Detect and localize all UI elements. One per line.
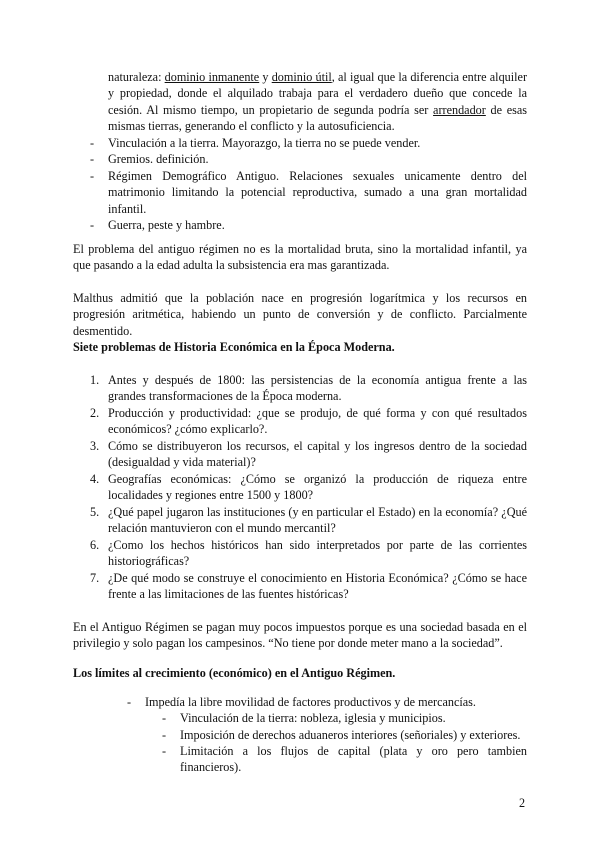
intro-text: , al igual que la diferencia entre alquiler y propiedad, donde el alquilado trabaja para el verdadero dueño que concede la cesión. Al mismo tiempo, un propietario de segunda podría ser [108, 70, 528, 117]
dash-bullet-icon: - [127, 695, 132, 709]
list-item [90, 168, 527, 217]
list-number: 5. [90, 505, 100, 519]
numbered-list-item [90, 372, 527, 405]
dash-bullet-icon: - [162, 728, 167, 742]
list-number: 1. [90, 373, 100, 387]
list-item-text: ¿De qué modo se construye el conocimiento en Historia Económica? ¿Cómo se hace frente a las limitaciones de las fuentes históricas? [108, 571, 527, 602]
numbered-list-item [90, 504, 527, 537]
numbered-list-item [90, 405, 527, 438]
paragraph: En el Antiguo Régimen se pagan muy pocos impuestos porque es una sociedad basada en el privilegio y solo pagan los campesinos. “No tiene por donde meter mano a la sociedad”. [73, 620, 527, 651]
list-item-text: Guerra, peste y hambre. [108, 218, 225, 232]
list-number: 4. [90, 472, 100, 486]
list-item-text: Antes y después de 1800: las persistencias de la economía antigua frente a las grandes transformaciones de la Época moderna. [108, 373, 527, 404]
list-number: 2. [90, 406, 100, 420]
dash-bullet-icon: - [162, 744, 167, 758]
section-heading: Siete problemas de Historia Económica en la Época Moderna. [73, 340, 395, 354]
intro-text: naturaleza: [108, 70, 165, 84]
dash-bullet-icon: - [90, 152, 95, 166]
list-item-text: ¿Como los hechos históricos han sido interpretados por parte de las corrientes historiográficas? [108, 538, 527, 569]
list-number: 7. [90, 571, 100, 585]
list-item-text: Imposición de derechos aduaneros interiores (señoriales) y exteriores. [180, 728, 521, 742]
list-item-text: Limitación a los flujos de capital (plata y oro pero tambien financieros). [180, 744, 527, 775]
list-item-text: Régimen Demográfico Antiguo. Relaciones sexuales unicamente dentro del matrimonio limitando la potencial reproductiva, sumado a una gran mortalidad infantil. [108, 169, 527, 216]
paragraph: Malthus admitió que la población nace en progresión logarítmica y los recursos en progresión aritmética, habiendo un punto de conversión y de conflicto. Parcialmente desmentido. [73, 291, 527, 338]
list-item-text: Cómo se distribuyeron los recursos, el capital y los ingresos dentro de la sociedad (desigualdad y vida material)? [108, 439, 527, 470]
list-item [90, 151, 527, 167]
list-item-text: Gremios. definición. [108, 152, 209, 166]
intro-text: y [259, 70, 272, 84]
list-item [90, 217, 527, 233]
page-number: 2 [519, 796, 526, 810]
numbered-list-item [90, 471, 527, 504]
dash-bullet-icon: - [162, 711, 167, 725]
paragraph: El problema del antiguo régimen no es la mortalidad bruta, sino la mortalidad infantil, ya que pasando a la edad adulta la subsistencia era mas garantizada. [73, 242, 527, 273]
section-heading: Los límites al crecimiento (económico) en el Antiguo Régimen. [73, 666, 396, 680]
list-number: 3. [90, 439, 100, 453]
list-item-text: Geografías económicas: ¿Cómo se organizó la producción de riqueza entre localidades y regiones entre 1500 y 1800? [108, 472, 527, 503]
sub-list-item [162, 710, 527, 726]
list-item-text: Vinculación de la tierra: nobleza, iglesia y municipios. [180, 711, 446, 725]
numbered-list-item [90, 570, 527, 603]
dash-bullet-icon: - [90, 218, 95, 232]
dash-bullet-icon: - [90, 169, 95, 183]
underlined-term: dominio inmanente [164, 70, 260, 84]
list-number: 6. [90, 538, 100, 552]
sub-list-item [162, 727, 527, 743]
list-item [90, 135, 527, 151]
list-item-text: Impedía la libre movilidad de factores productivos y de mercancías. [145, 695, 476, 709]
sub-list-item [162, 743, 527, 776]
list-item-text: ¿Qué papel jugaron las instituciones (y en particular el Estado) en la economía? ¿Qué relación mantuvieron con el mundo mercantil? [108, 505, 527, 536]
numbered-list-item [90, 537, 527, 570]
list-item-text: Vinculación a la tierra. Mayorazgo, la tierra no se puede vender. [108, 136, 421, 150]
intro-text: de esas mismas tierras, generando el conflicto y la autosuficiencia. [108, 102, 528, 134]
dash-bullet-icon: - [90, 136, 95, 150]
numbered-list-item [90, 438, 527, 471]
underlined-term: arrendador [433, 102, 486, 117]
intro-paragraph [108, 69, 527, 135]
list-item [127, 694, 527, 710]
underlined-term: dominio útil [271, 70, 332, 84]
list-item-text: Producción y productividad: ¿que se produjo, de qué forma y con qué resultados económicos? ¿cómo explicarlo?. [108, 406, 527, 437]
